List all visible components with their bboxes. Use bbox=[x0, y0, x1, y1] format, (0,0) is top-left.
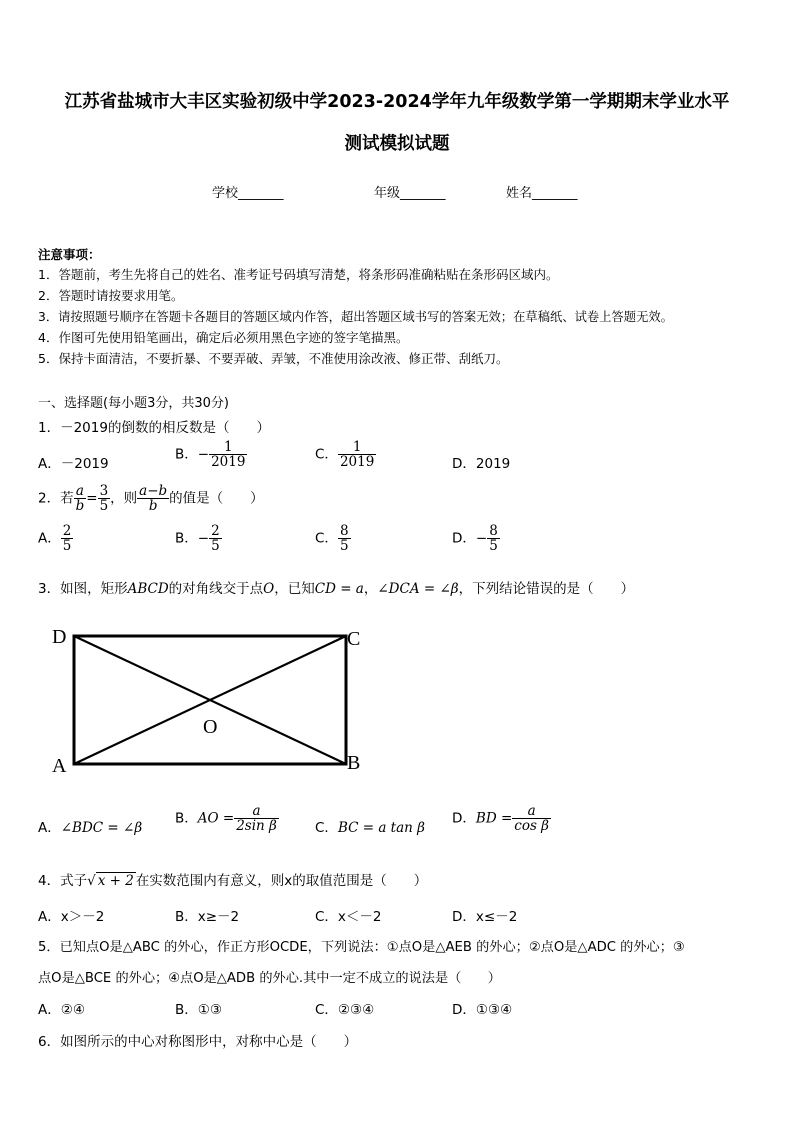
school-field: 学校_______ bbox=[212, 186, 284, 201]
q1-option-a: A．－2019 bbox=[38, 456, 109, 472]
q4-option-a: A．x＞－2 bbox=[38, 909, 105, 925]
q5-option-d: D．①③④ bbox=[452, 1002, 513, 1018]
name-field: 姓名_______ bbox=[506, 186, 578, 201]
condition-cd: CD = a bbox=[314, 581, 364, 597]
section-heading: 一、选择题(每小题3分，共30分) bbox=[38, 396, 229, 411]
q2-suffix: 的值是（ ） bbox=[169, 490, 264, 507]
denominator: 2sin β bbox=[236, 818, 277, 835]
note-item: 1．答题前，考生先将自己的姓名、准考证号码填写清楚，将条形码准确粘贴在条形码区域内。 bbox=[38, 267, 559, 282]
option-label: A． bbox=[38, 820, 61, 836]
numerator: a bbox=[512, 804, 551, 819]
fraction bbox=[74, 484, 87, 513]
q3-part: 的对角线交于点 bbox=[168, 581, 264, 597]
q3-option-c bbox=[315, 816, 425, 836]
denominator: 5 bbox=[489, 538, 498, 555]
note-item: 5．保持卡面清洁，不要折暴、不要弄破、弄皱，不准使用涂改液、修正带、刮纸刀。 bbox=[38, 351, 509, 366]
label-b: B bbox=[347, 752, 361, 774]
equals-sign: = bbox=[86, 490, 98, 507]
condition-angle: ∠DCA = ∠β bbox=[377, 581, 459, 597]
q4-option-b: B．x≥－2 bbox=[175, 909, 240, 925]
fraction bbox=[61, 524, 74, 553]
rect-name: ABCD bbox=[127, 581, 169, 597]
expression: ∠BDC = ∠β bbox=[60, 820, 143, 836]
numerator: 2 bbox=[62, 523, 72, 539]
q5-stem-line2: 点O是△BCE 的外心；④点O是△ADB 的外心.其中一定不成立的说法是（ ） bbox=[38, 971, 501, 986]
q4-part: 4．式子 bbox=[38, 873, 88, 889]
q2-option-b bbox=[175, 524, 222, 553]
numerator: 8 bbox=[339, 523, 349, 539]
denominator: b bbox=[75, 498, 85, 515]
q5-option-c: C．②③④ bbox=[315, 1002, 375, 1018]
denominator: b bbox=[148, 498, 158, 515]
q2-option-a bbox=[38, 524, 73, 553]
q2-mid: ，则 bbox=[110, 490, 138, 507]
denominator: cos β bbox=[514, 818, 549, 835]
q1-option-c bbox=[315, 440, 376, 469]
expression-lhs: AO = bbox=[197, 810, 235, 827]
expression: BC = a tan β bbox=[337, 820, 425, 836]
fraction bbox=[209, 524, 222, 553]
notes-heading: 注意事项： bbox=[38, 247, 101, 262]
numerator: 1 bbox=[209, 440, 247, 455]
fraction bbox=[338, 524, 351, 553]
doc-title-line2: 测试模拟试题 bbox=[344, 134, 450, 154]
numerator: a bbox=[74, 484, 87, 499]
option-label: B． bbox=[175, 446, 198, 463]
numerator: 3 bbox=[99, 483, 109, 499]
note-item: 4．作图可先使用铅笔画出，确定后必须用黑色字迹的签字笔描黑。 bbox=[38, 330, 409, 345]
option-label: A． bbox=[38, 530, 61, 547]
option-label: B． bbox=[175, 530, 198, 547]
q3-option-d bbox=[452, 804, 551, 833]
doc-title-line1: 江苏省盐城市大丰区实验初级中学2023-2024学年九年级数学第一学期期末学业水平 bbox=[64, 92, 730, 112]
denominator: 2019 bbox=[339, 454, 375, 471]
q5-option-a: A．②④ bbox=[38, 1002, 85, 1018]
q1-option-b bbox=[175, 440, 247, 469]
denominator: 2019 bbox=[211, 454, 246, 471]
q3-option-b bbox=[175, 804, 279, 833]
label-o: O bbox=[203, 716, 218, 738]
q3-stem bbox=[38, 577, 634, 597]
q4-part: 在实数范围内有意义，则x的取值范围是（ ） bbox=[135, 873, 428, 889]
minus-sign: − bbox=[475, 530, 488, 547]
denominator: 5 bbox=[339, 538, 349, 555]
q1-stem: 1．－2019的倒数的相反数是（ ） bbox=[38, 420, 270, 436]
option-label: D． bbox=[452, 530, 476, 547]
q6-stem: 6．如图所示的中心对称图形中，对称中心是（ ） bbox=[38, 1034, 358, 1050]
numerator: 2 bbox=[211, 523, 220, 539]
sqrt-sign: √ bbox=[87, 873, 96, 889]
q2-option-c bbox=[315, 524, 351, 553]
numerator: 1 bbox=[338, 440, 376, 455]
fraction bbox=[338, 440, 376, 469]
q3-part: ， bbox=[363, 581, 378, 597]
q5-stem-line1: 5．已知点O是△ABC 的外心，作正方形OCDE，下列说法：①点O是△AEB 的外心；②点O是△ADC 的外心；③ bbox=[38, 940, 685, 955]
note-item: 2．答题时请按要求用笔。 bbox=[38, 288, 184, 303]
q4-option-d: D．x≤－2 bbox=[452, 909, 518, 925]
fraction bbox=[209, 440, 247, 469]
grade-field: 年级_______ bbox=[374, 186, 446, 201]
fraction bbox=[137, 484, 169, 513]
option-label: B． bbox=[175, 810, 198, 827]
denominator: 5 bbox=[99, 498, 109, 515]
q3-part: 3．如图，矩形 bbox=[38, 581, 128, 597]
option-label: D． bbox=[452, 810, 476, 827]
minus-sign: − bbox=[197, 446, 210, 463]
rectangle-figure bbox=[40, 618, 380, 783]
radicand: x + 2 bbox=[97, 873, 134, 889]
q3-part: ，下列结论错误的是（ ） bbox=[458, 581, 635, 597]
option-label: C． bbox=[315, 530, 338, 547]
option-label: C． bbox=[315, 446, 338, 463]
q1-option-d: D．2019 bbox=[452, 456, 511, 472]
denominator: 5 bbox=[211, 538, 220, 555]
fraction bbox=[487, 524, 500, 553]
q2-prefix: 2．若 bbox=[38, 490, 74, 507]
label-d: D bbox=[52, 626, 67, 648]
q2-option-d bbox=[452, 524, 500, 553]
expression-lhs: BD = bbox=[475, 810, 513, 827]
point-o: O bbox=[263, 581, 275, 597]
numerator: a−b bbox=[139, 483, 168, 499]
label-a: A bbox=[52, 755, 67, 777]
q3-option-a bbox=[38, 816, 142, 836]
q5-option-b: B．①③ bbox=[175, 1002, 222, 1018]
q3-part: ，已知 bbox=[274, 581, 315, 597]
q4-option-c: C．x＜－2 bbox=[315, 909, 382, 925]
numerator: a bbox=[234, 804, 279, 819]
q4-stem bbox=[38, 869, 427, 889]
fraction bbox=[234, 804, 279, 833]
denominator: 5 bbox=[62, 538, 72, 555]
q2-stem bbox=[38, 484, 264, 513]
minus-sign: − bbox=[197, 530, 210, 547]
fraction bbox=[512, 804, 551, 833]
label-c: C bbox=[347, 628, 361, 650]
fraction bbox=[98, 484, 111, 513]
option-label: C． bbox=[315, 820, 338, 836]
numerator: 8 bbox=[489, 523, 498, 539]
note-item: 3．请按照题号顺序在答题卡各题目的答题区域内作答，超出答题区域书写的答案无效；在草稿纸、试卷上答题无效。 bbox=[38, 310, 673, 324]
